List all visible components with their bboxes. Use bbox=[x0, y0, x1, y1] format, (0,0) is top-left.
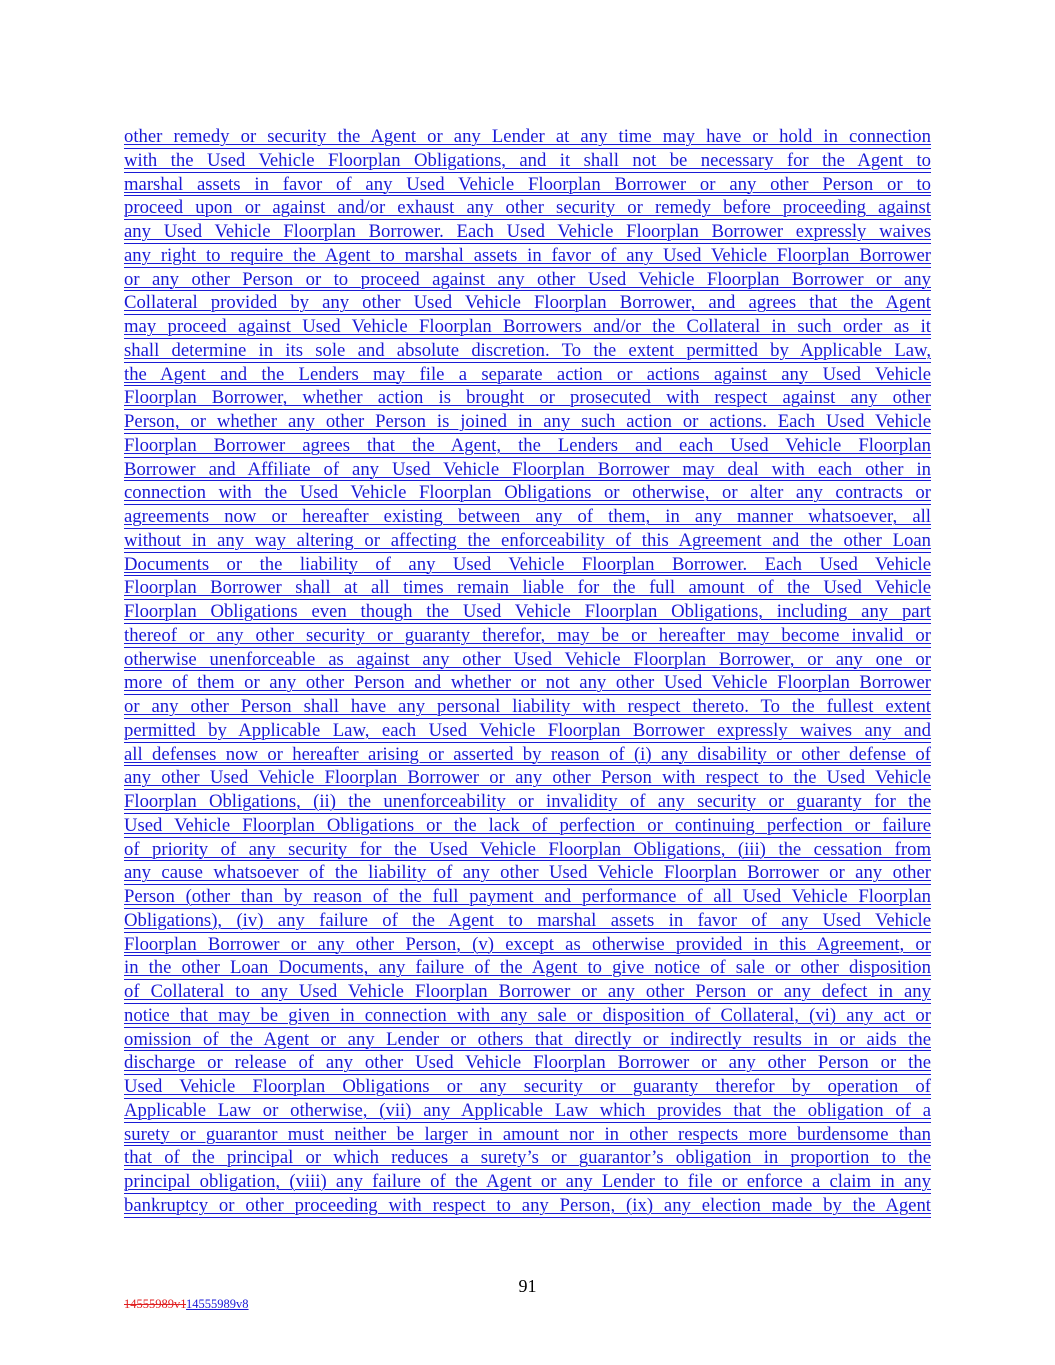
body-line: notice that may be given in connection with any sale or disposition of Collateral, (vi) any act or bbox=[124, 1004, 931, 1026]
body-line: more of them or any other Person and whether or not any other Used Vehicle Floorplan Borrower bbox=[124, 672, 931, 694]
body-line: of priority of any security for the Used Vehicle Floorplan Obligations, (iii) the cessation from bbox=[124, 838, 931, 860]
body-line: otherwise unenforceable as against any other Used Vehicle Floorplan Borrower, or any one or bbox=[124, 648, 931, 670]
body-line: omission of the Agent or any Lender or others that directly or indirectly results in or aids the bbox=[124, 1028, 931, 1050]
body-line: Obligations), (iv) any failure of the Agent to marshal assets in favor of any Used Vehicle bbox=[124, 909, 931, 931]
body-line: proceed upon or against and/or exhaust any other security or remedy before proceeding against bbox=[124, 197, 931, 219]
document-id-footer bbox=[124, 1297, 249, 1312]
page-number: 91 bbox=[518, 1276, 537, 1296]
body-line: Floorplan Borrower shall at all times remain liable for the full amount of the Used Vehicle bbox=[124, 577, 931, 599]
body-line: Used Vehicle Floorplan Obligations or the lack of perfection or continuing perfection or failure bbox=[124, 814, 931, 836]
body-line: the Agent and the Lenders may file a separate action or actions against any Used Vehicle bbox=[124, 363, 931, 385]
body-line: in the other Loan Documents, any failure of the Agent to give notice of sale or other disposition bbox=[124, 957, 931, 979]
body-line: shall determine in its sole and absolute discretion. To the extent permitted by Applicable Law, bbox=[124, 339, 931, 361]
body-line: Floorplan Obligations, (ii) the unenforceability or invalidity of any security or guaranty for the bbox=[124, 791, 931, 812]
body-line: of Collateral to any Used Vehicle Floorplan Borrower or any other Person or any defect in any bbox=[124, 981, 931, 1002]
body-line: agreements now or hereafter existing between any of them, in any manner whatsoever, all bbox=[124, 506, 931, 527]
body-paragraph bbox=[124, 125, 931, 1218]
body-line: that of the principal or which reduces a surety’s or guarantor’s obligation in proportion to the bbox=[124, 1147, 931, 1169]
body-line: Floorplan Borrower agrees that the Agent, the Lenders and each Used Vehicle Floorplan bbox=[124, 434, 931, 456]
body-line: any Used Vehicle Floorplan Borrower. Each Used Vehicle Floorplan Borrower expressly waives bbox=[124, 221, 931, 242]
body-line: Person (other than by reason of the full payment and performance of all Used Vehicle Floorplan bbox=[124, 886, 931, 907]
body-line: thereof or any other security or guaranty therefor, may be or hereafter may become invalid or bbox=[124, 624, 931, 646]
body-line: Applicable Law or otherwise, (vii) any Applicable Law which provides that the obligation of a bbox=[124, 1099, 931, 1121]
body-line: with the Used Vehicle Floorplan Obligations, and it shall not be necessary for the Agent to bbox=[124, 149, 931, 171]
body-line: surety or guarantor must neither be larger in amount nor in other respects more burdensome than bbox=[124, 1123, 931, 1145]
body-line: all defenses now or hereafter arising or asserted by reason of (i) any disability or other defense of bbox=[124, 743, 931, 765]
body-line: or any other Person shall have any personal liability with respect thereto. To the fullest extent bbox=[124, 696, 931, 717]
body-line: other remedy or security the Agent or any Lender at any time may have or hold in connection bbox=[124, 126, 931, 147]
body-line: bankruptcy or other proceeding with respect to any Person, (ix) any election made by the Agent bbox=[124, 1194, 931, 1216]
body-line: Collateral provided by any other Used Vehicle Floorplan Borrower, and agrees that the Agent bbox=[124, 292, 931, 314]
body-line: any right to require the Agent to marshal assets in favor of any Used Vehicle Floorplan Borrower bbox=[124, 244, 931, 266]
body-line: permitted by Applicable Law, each Used Vehicle Floorplan Borrower expressly waives any and bbox=[124, 719, 931, 741]
body-line: Floorplan Obligations even though the Used Vehicle Floorplan Obligations, including any part bbox=[124, 601, 931, 622]
body-line: any cause whatsoever of the liability of any other Used Vehicle Floorplan Borrower or any other bbox=[124, 862, 931, 884]
body-line: any other Used Vehicle Floorplan Borrower or any other Person with respect to the Used Vehicle bbox=[124, 767, 931, 789]
body-line: Documents or the liability of any Used Vehicle Floorplan Borrower. Each Used Vehicle bbox=[124, 553, 931, 575]
body-line: principal obligation, (viii) any failure of the Agent or any Lender to file or enforce a claim in any bbox=[124, 1171, 931, 1192]
body-line: discharge or release of any other Used Vehicle Floorplan Borrower or any other Person or the bbox=[124, 1052, 931, 1074]
body-line: Floorplan Borrower, whether action is brought or prosecuted with respect against any other bbox=[124, 387, 931, 409]
body-line: Person, or whether any other Person is joined in any such action or actions. Each Used Vehicle bbox=[124, 411, 931, 432]
body-line: may proceed against Used Vehicle Floorplan Borrowers and/or the Collateral in such order as it bbox=[124, 316, 931, 337]
body-line: Used Vehicle Floorplan Obligations or any security or guaranty therefor by operation of bbox=[124, 1076, 931, 1097]
body-line: or any other Person or to proceed against any other Used Vehicle Floorplan Borrower or any bbox=[124, 268, 931, 290]
deleted-document-id: 14555989v1 bbox=[124, 1297, 187, 1311]
body-line: without in any way altering or affecting the enforceability of this Agreement and the other Loan bbox=[124, 529, 931, 551]
body-line: marshal assets in favor of any Used Vehicle Floorplan Borrower or any other Person or to bbox=[124, 173, 931, 195]
body-line: Floorplan Borrower or any other Person, (v) except as otherwise provided in this Agreement, or bbox=[124, 933, 931, 955]
body-line: connection with the Used Vehicle Floorplan Obligations or otherwise, or alter any contracts or bbox=[124, 482, 931, 504]
inserted-document-id: 14555989v8 bbox=[186, 1297, 249, 1311]
body-line: Borrower and Affiliate of any Used Vehicle Floorplan Borrower may deal with each other in bbox=[124, 458, 931, 480]
